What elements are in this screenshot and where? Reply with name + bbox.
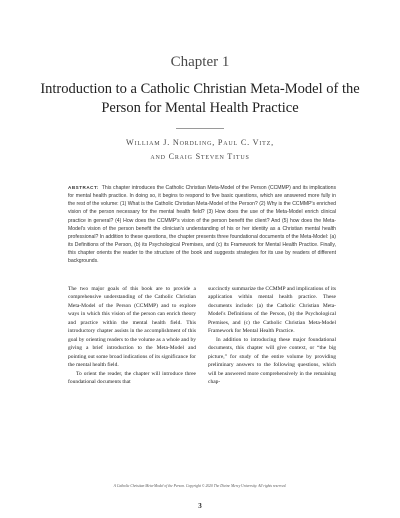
paragraph: The two major goals of this book are to provide a comprehensive understanding of the Catholic Christian Meta-Model of the Person (CCMMP) and to explore ways in which this vision of the person can enrich theory and practice within the mental health field. This introductory chapter assists in the accomplishment of this goal by orienting readers to the volume as a whole and by giving a brief introduction to the Meta-Model and pointing out some broad indications of its significance for the mental health field.: [68, 286, 196, 369]
author-list: [30, 136, 370, 164]
right-column: [208, 285, 336, 386]
abstract-text: This chapter introduces the Catholic Christian Meta-Model of the Person (CCMMP) and its implications for mental health practice. In doing so, it begins to respond to five basic questions, which are answered more fully in the rest of the volume: (1) What is the Catholic Christian Meta-Model of the Person? (2) Why is the CCMMP's enriched vision of the person necessary for the mental health field? (3) How does the use of the Meta-Model enrich clinical practice in general? (4) How does the CCMMP's vision of the person benefit the client? And (5) how does the Meta-Model's vision of the person benefit the clinician's understanding of his or her identity as a Christian mental health professional? In addition to these questions, the chapter presents three foundational documents of the Meta-Model: (a) its Definitions of the Person, (b) its Psychological Premises, and (c) its Framework for Mental Health Practice. Finally, this chapter orients the reader to the structure of the book and suggests strategies for its use by readers of different backgrounds.: [68, 185, 336, 265]
chapter-label: Chapter 1: [170, 54, 230, 70]
title-divider: [176, 128, 224, 129]
author-line-1: William J. Nordling, Paul C. Vitz,: [126, 138, 274, 147]
paragraph: succinctly summarize the CCMMP and implications of its application within mental health practice. These documents include: (a) the Catholic Christian Meta-Model's Definitions of the Person, (b) the Psychological Premises, and (c) the Catholic Christian Meta-Model Framework for Mental Health Practice.: [208, 286, 336, 335]
copyright-footer: A Catholic Christian Meta-Model of the Person. Copyright © 2020 The Divine Mercy University. All rights reserved.: [113, 484, 287, 488]
paragraph: In addition to introducing these major foundational documents, this chapter will give context, or “the big picture,” for study of the entire volume by providing preliminary answers to the following questions, which will be answered more comprehensively in the remaining chap-: [208, 336, 336, 385]
paragraph: To orient the reader, the chapter will introduce three foundational documents that: [68, 370, 196, 385]
chapter-title: Introduction to a Catholic Christian Meta-Model of the Person for Mental Health Practice: [40, 81, 360, 116]
author-line-2: and Craig Steven Titus: [150, 152, 250, 161]
abstract: [68, 184, 336, 266]
page-number: 3: [198, 502, 202, 510]
left-column: [68, 285, 196, 386]
body-text: [68, 285, 336, 481]
abstract-lead: ABSTRACT:: [68, 185, 99, 190]
